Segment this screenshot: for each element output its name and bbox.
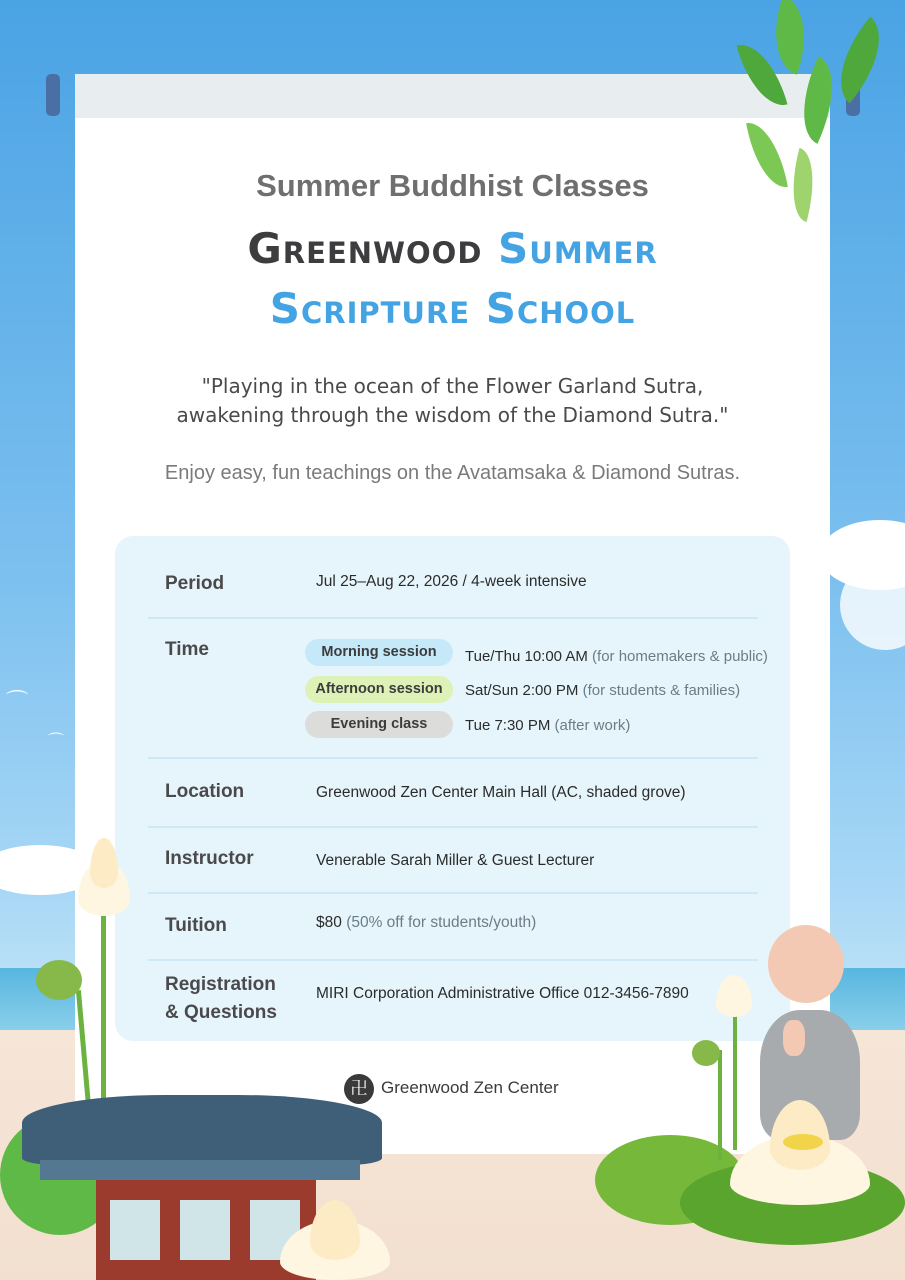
scroll-rod-left — [46, 74, 60, 116]
page-title-line1 — [0, 224, 905, 273]
quote-line1: "Playing in the ocean of the Flower Garland Sutra, — [201, 374, 704, 398]
intro-text: Enjoy easy, fun teachings on the Avatamsaka & Diamond Sutras. — [164, 462, 741, 484]
location-label: Location — [165, 781, 245, 802]
title-summer: Summer — [498, 224, 658, 273]
divider — [148, 892, 758, 894]
divider — [148, 757, 758, 759]
tuition-value: $80 (50% off for students/youth) — [316, 914, 537, 931]
period-label: Period — [165, 573, 225, 594]
session-pill-afternoon: Afternoon session — [305, 676, 453, 703]
org-name: Greenwood Zen Center — [381, 1078, 559, 1097]
time-label: Time — [165, 639, 210, 660]
tuition-label: Tuition — [165, 915, 227, 936]
location-value: Greenwood Zen Center Main Hall (AC, shaded grove) — [316, 784, 686, 801]
registration-label: Registration & Questions — [165, 974, 277, 1023]
subtitle: Summer Buddhist Classes — [256, 168, 649, 203]
dharma-wheel-logo-icon: 卍 — [344, 1074, 374, 1104]
divider — [148, 826, 758, 828]
seagull-icon: ⌒ — [6, 690, 29, 715]
session-time-morning: Tue/Thu 10:00 AM (for homemakers & public) — [465, 648, 768, 665]
instructor-value: Venerable Sarah Miller & Guest Lecturer — [316, 852, 595, 869]
session-time-afternoon: Sat/Sun 2:00 PM (for students & families) — [465, 682, 741, 699]
period-value: Jul 25–Aug 22, 2026 / 4-week intensive — [316, 573, 587, 590]
page-title-line2: Scripture School — [269, 284, 636, 333]
session-time-evening: Tue 7:30 PM (after work) — [465, 717, 631, 734]
title-greenwood: Greenwood — [247, 224, 483, 273]
scroll-top-band — [75, 74, 830, 118]
seagull-icon: ⌒ — [48, 731, 65, 750]
registration-value: MIRI Corporation Administrative Office 012-3456-7890 — [316, 985, 689, 1002]
quote-line2: awakening through the wisdom of the Diamond Sutra." — [176, 403, 729, 427]
session-pill-evening: Evening class — [305, 711, 453, 738]
divider — [148, 617, 758, 619]
session-pill-morning: Morning session — [305, 639, 453, 666]
divider — [148, 959, 758, 961]
quote — [0, 372, 905, 430]
instructor-label: Instructor — [165, 848, 254, 869]
